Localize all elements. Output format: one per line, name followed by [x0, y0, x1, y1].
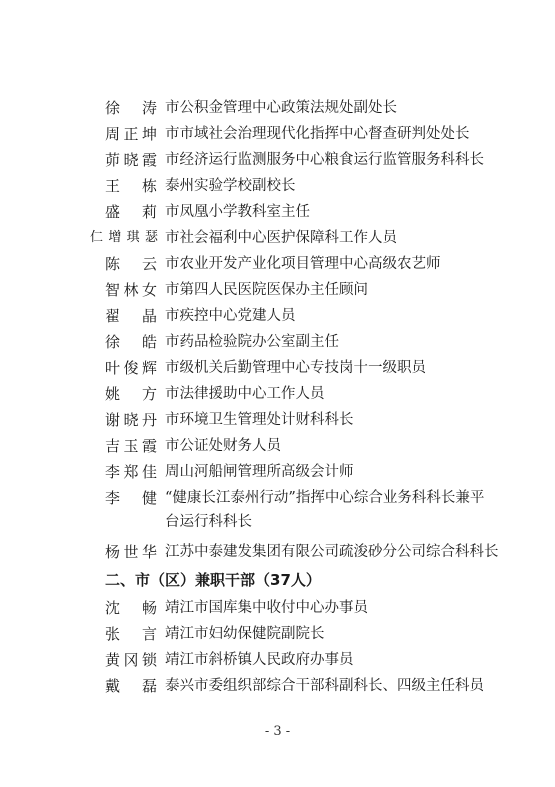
person-position: 市凤凰小学教科室主任 — [165, 204, 310, 220]
person-position: 市社会福利中心医护保障科工作人员 — [165, 230, 397, 246]
person-name: 翟 晶 — [105, 307, 157, 325]
person-name: 吉玉霞 — [105, 437, 157, 455]
person-name: 智林女 — [105, 281, 157, 299]
person-name: 王 栋 — [105, 177, 157, 195]
person-position: 泰兴市委组织部综合干部科副科长、四级主任科员 — [165, 678, 484, 694]
person-position: 市疾控中心党建人员 — [165, 308, 296, 324]
person-name: 李郑佳 — [105, 463, 157, 481]
person-position: 市第四人民医院医保办主任顾问 — [165, 282, 368, 298]
person-name: 周正坤 — [105, 125, 157, 143]
page-number: - 3 - — [264, 724, 291, 739]
person-name: 仁增琪瑟 — [90, 230, 158, 245]
person-name: 李 健 — [105, 489, 157, 507]
person-position: 市级机关后勤管理中心专技岗十一级职员 — [165, 360, 426, 376]
person-position: 市公积金管理中心政策法规处副处长 — [165, 100, 397, 116]
person-name: 戴 磊 — [105, 677, 157, 695]
person-name: 杨世华 — [105, 543, 157, 561]
person-position: 市公证处财务人员 — [165, 438, 281, 454]
person-name: 张 言 — [105, 625, 157, 643]
person-position: 周山河船闸管理所高级会计师 — [165, 464, 354, 480]
person-position: 靖江市斜桥镇人民政府办事员 — [165, 652, 354, 668]
person-position: 市环境卫生管理处计财科科长 — [165, 412, 354, 428]
person-position: “健康长江泰州行动”指挥中心综合业务科科长兼平台运行科科长 — [165, 490, 485, 530]
person-name: 叶俊辉 — [105, 359, 157, 377]
person-name: 茆晓霞 — [105, 151, 157, 169]
person-position: 靖江市国库集中收付中心办事员 — [165, 600, 368, 616]
person-name: 沈 畅 — [105, 599, 157, 617]
person-position: 市经济运行监测服务中心粮食运行监管服务科科长 — [165, 152, 484, 168]
person-position: 市法律援助中心工作人员 — [165, 386, 325, 402]
person-name: 黄冈锁 — [105, 651, 157, 669]
person-name: 谢晓丹 — [105, 411, 157, 429]
person-position: 靖江市妇幼保健院副院长 — [165, 626, 325, 642]
person-name: 盛 莉 — [105, 203, 157, 221]
section-heading: 二、市（区）兼职干部（37人） — [105, 571, 321, 589]
person-position: 市农业开发产业化项目管理中心高级农艺师 — [165, 256, 441, 272]
person-name: 徐 皓 — [105, 333, 157, 351]
person-name: 陈 云 — [105, 255, 157, 273]
person-position: 泰州实验学校副校长 — [165, 178, 296, 194]
person-position: 江苏中泰建发集团有限公司疏浚砂分公司综合科科长 — [165, 544, 499, 560]
person-name: 徐 涛 — [105, 99, 157, 117]
person-position: 市药品检验院办公室副主任 — [165, 334, 339, 350]
person-name: 姚 方 — [105, 385, 157, 403]
person-position: 市市域社会治理现代化指挥中心督查研判处处长 — [165, 126, 470, 142]
